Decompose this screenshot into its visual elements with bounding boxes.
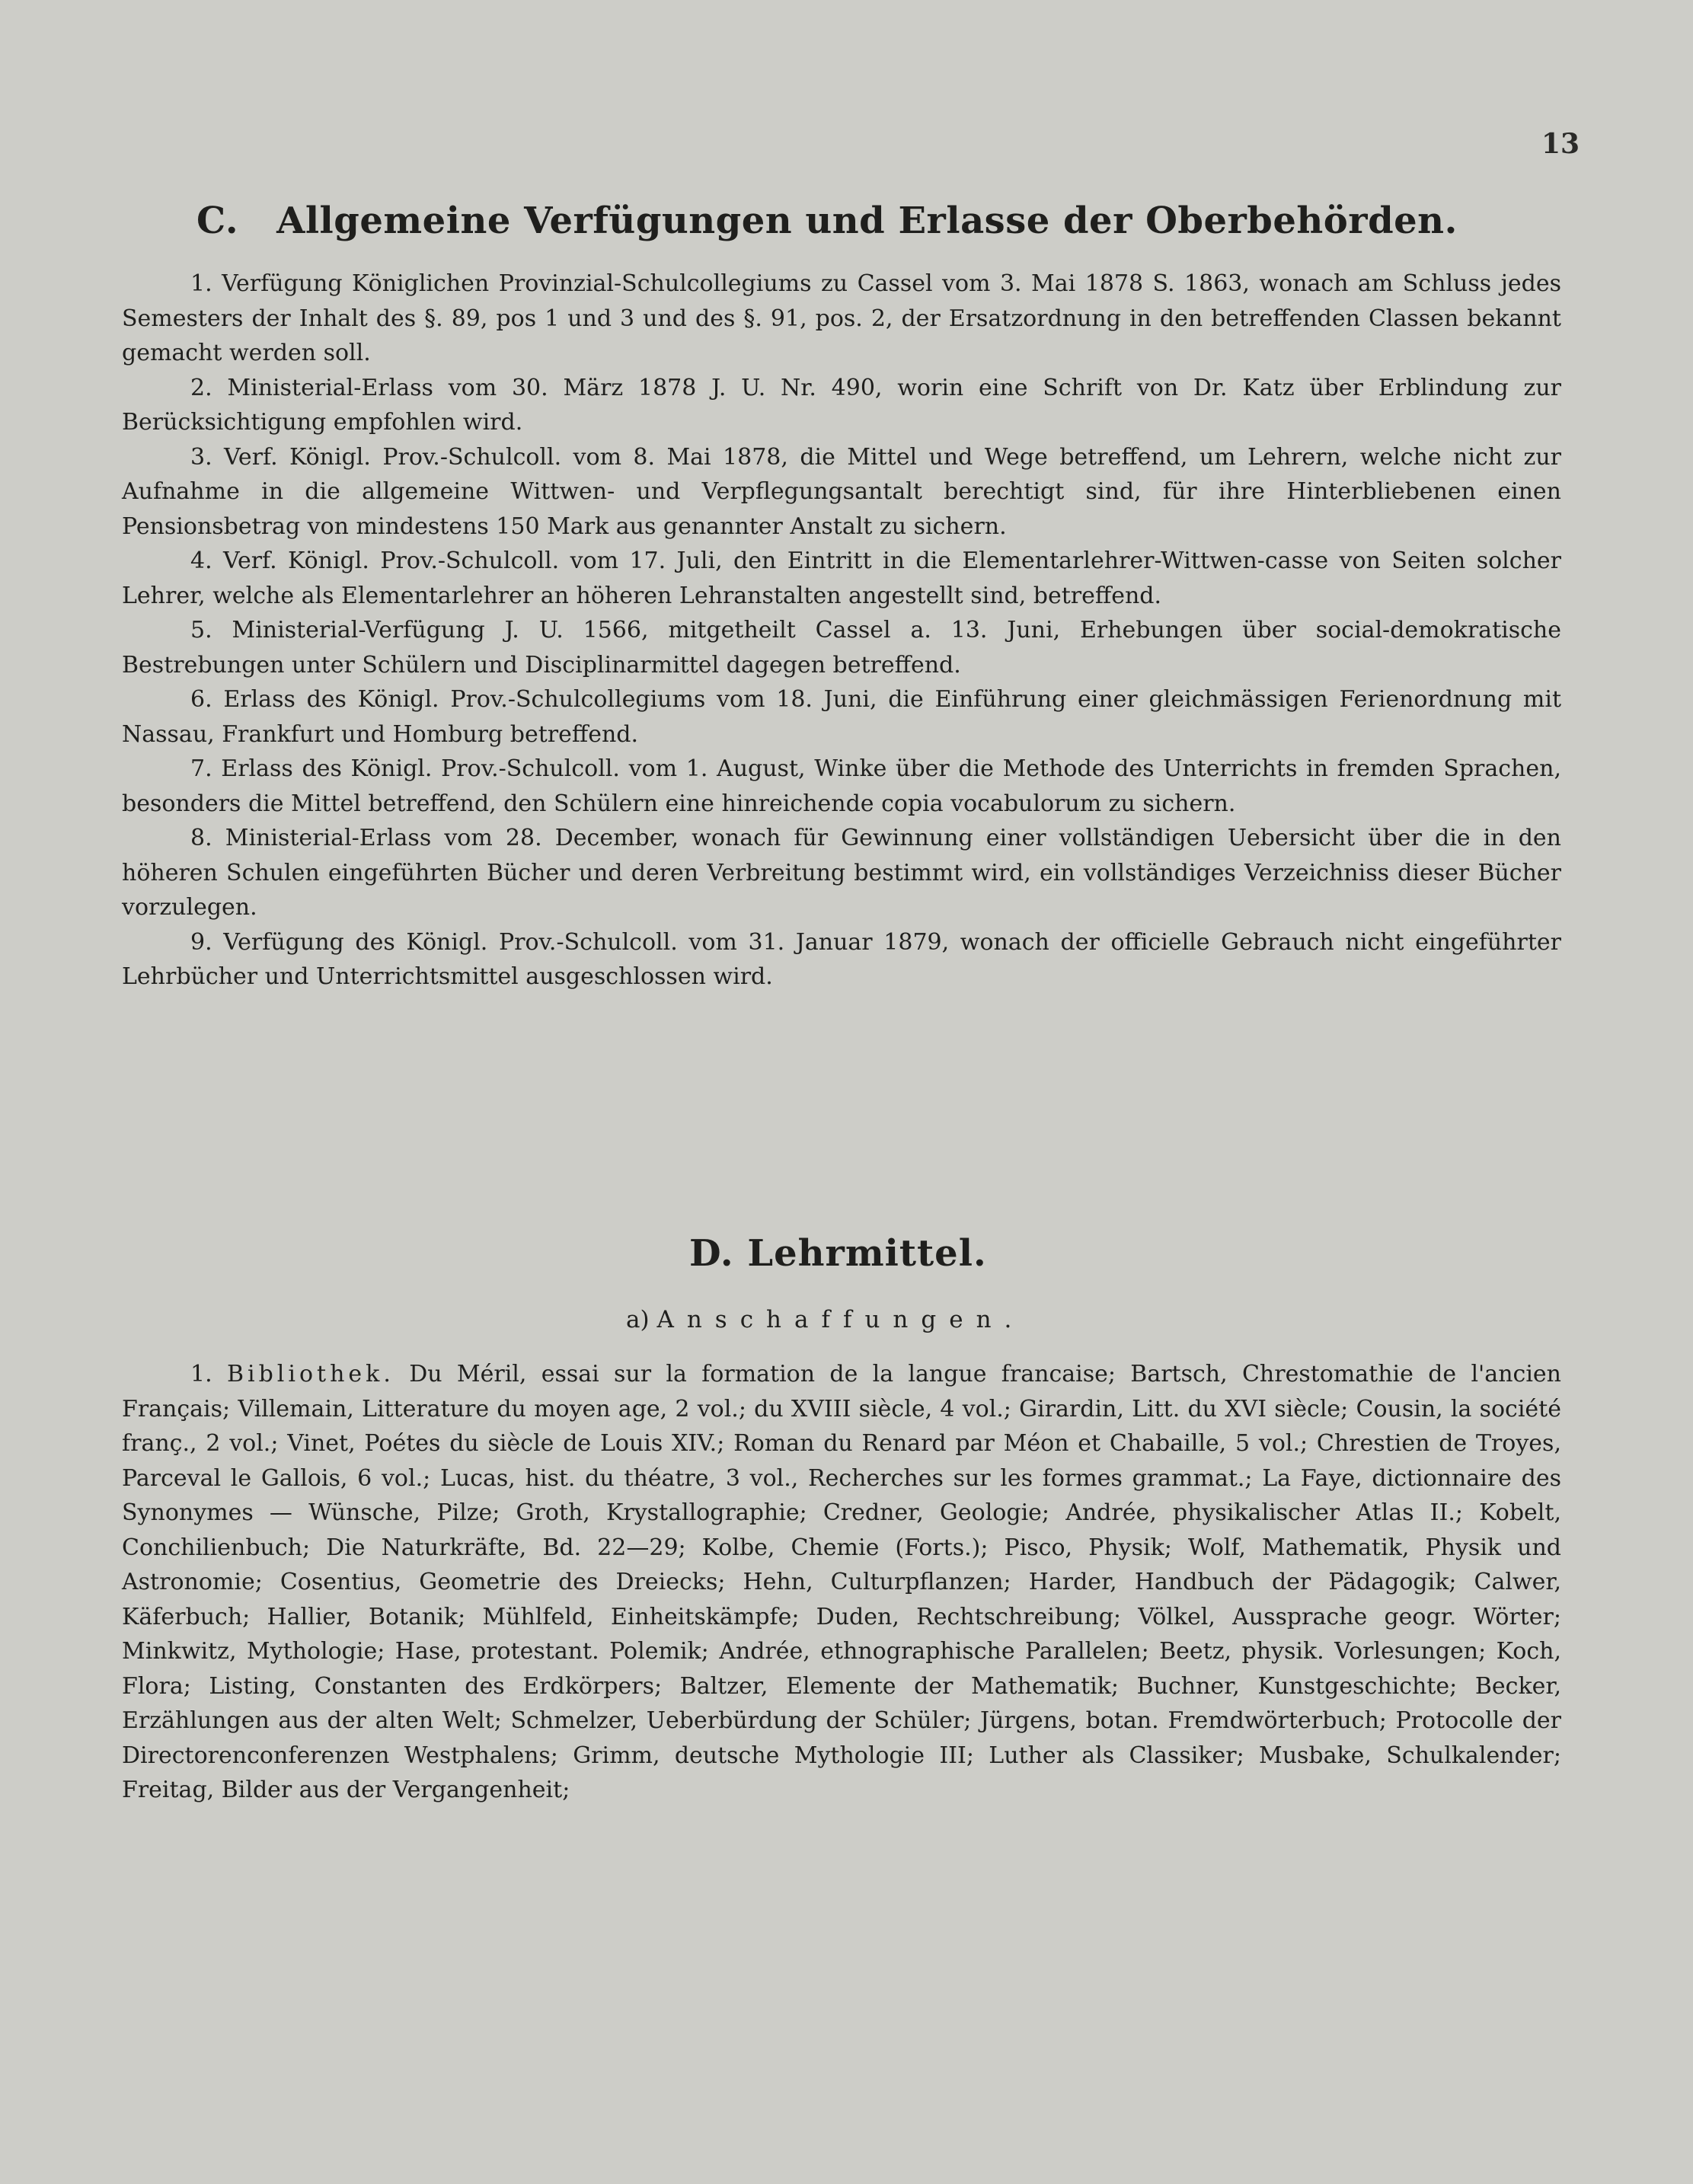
section-c-body	[122, 267, 1561, 995]
decree-item-4: 4. Verf. Königl. Prov.-Schulcoll. vom 17. Juli, den Eintritt in die Elementarlehrer-Wittwen-casse von Seiten solcher Lehrer, welche als Elementarlehrer an höheren Lehranstalten angestellt sind, betreffend.	[122, 548, 1561, 609]
decree-item-9: 9. Verfügung des Königl. Prov.-Schulcoll. vom 31. Januar 1879, wonach der officielle Gebrauch nicht eingeführter Lehrbücher und Unterrichtsmittel ausgeschlossen wird.	[122, 928, 1561, 990]
section-c-title: Allgemeine Verfügungen und Erlasse der Oberbehörden.	[276, 200, 1458, 242]
decree-item-1: 1. Verfügung Königlichen Provinzial-Schulcollegiums zu Cassel vom 3. Mai 1878 S. 1863, wonach am Schluss jedes Semesters der Inhalt des §. 89, pos 1 und 3 und des §. 91, pos. 2, der Ersatzordnung in den betreffenden Classen bekannt gemacht werden soll.	[122, 270, 1561, 366]
section-d-body	[122, 1357, 1561, 1808]
page-number: 13	[1541, 128, 1580, 160]
library-text: Du Méril, essai sur la formation de la langue francaise; Bartsch, Chrestomathie de l'ancien Français; Villemain, Litterature du moyen age, 2 vol.; du XVIII siècle, 4 vol.; Girardin, Litt. du XVI siècle; Cousin, la société franç., 2 vol.; Vinet, Poétes du siècle de Louis XIV.; Roman du Renard par Méon et Chabaille, 5 vol.; Chrestien de Troyes, Parceval le Gallois, 6 vol.; Lucas, hist. du théatre, 3 vol., Recherches sur les formes grammat.; La Faye, dictionnaire des Synonymes — Wünsche, Pilze; Groth, Krystallographie; Credner, Geologie; Andrée, physikalischer Atlas II.; Kobelt, Conchilienbuch; Die Naturkräfte, Bd. 22—29; Kolbe, Chemie (Forts.); Pisco, Physik; Wolf, Mathematik, Physik und Astronomie; Cosentius, Geometrie des Dreiecks; Hehn, Culturpflanzen; Harder, Handbuch der Pädagogik; Calwer, Käferbuch; Hallier, Botanik; Mühlfeld, Einheitskämpfe; Duden, Rechtschreibung; Völkel, Aussprache geogr. Wörter; Minkwitz, Mythologie; Hase, protestant. Polemik; Andrée, ethnographische Parallelen; Beetz, physik. Vorlesungen; Koch, Flora; Listing, Constanten des Erdkörpers; Baltzer, Elemente der Mathematik; Buchner, Kunstgeschichte; Becker, Erzählungen aus der alten Welt; Schmelzer, Ueberbürdung der Schüler; Jürgens, botan. Fremdwörterbuch; Protocolle der Directorenconferenzen Westphalens; Grimm, deutsche Mythologie III; Luther als Classiker; Musbake, Schulkalender; Freitag, Bilder aus der Vergangenheit;	[122, 1361, 1561, 1803]
decree-item-5: 5. Ministerial-Verfügung J. U. 1566, mitgetheilt Cassel a. 13. Juni, Erhebungen über social-demokratische Bestrebungen unter Schülern und Disciplinarmittel dagegen betreffend.	[122, 617, 1561, 679]
library-paragraph	[122, 1357, 1561, 1808]
section-c-letter: C.	[196, 200, 239, 242]
section-d-heading: D. Lehrmittel.	[689, 1232, 987, 1275]
library-item-number: 1.	[190, 1361, 212, 1387]
decree-item-6: 6. Erlass des Königl. Prov.-Schulcollegiums vom 18. Juni, die Einführung einer gleichmässigen Ferienordnung mit Nassau, Frankfurt und Homburg betreffend.	[122, 686, 1561, 748]
library-label: Bibliothek.	[226, 1361, 395, 1387]
subheading-prefix: a)	[626, 1306, 650, 1333]
section-c-heading	[196, 200, 1506, 242]
decree-item-2: 2. Ministerial-Erlass vom 30. März 1878 J. U. Nr. 490, worin eine Schrift von Dr. Katz über Erblindung zur Berücksichtigung empfohlen wird.	[122, 374, 1561, 436]
section-d-subheading	[626, 1306, 1024, 1333]
decree-item-7: 7. Erlass des Königl. Prov.-Schulcoll. vom 1. August, Winke über die Methode des Unterrichts in fremden Sprachen, besonders die Mittel betreffend, den Schülern eine hinreichende copia vocabulorum zu sichern.	[122, 755, 1561, 817]
decree-item-8: 8. Ministerial-Erlass vom 28. December, wonach für Gewinnung einer vollständigen Uebersicht über die in den höheren Schulen eingeführten Bücher und deren Verbreitung bestimmt wird, ein vollständiges Verzeichniss dieser Bücher vorzulegen.	[122, 825, 1561, 921]
subheading-title: Anschaffungen.	[656, 1306, 1025, 1333]
decree-item-3: 3. Verf. Königl. Prov.-Schulcoll. vom 8. Mai 1878, die Mittel und Wege betreffend, um Lehrern, welche nicht zur Aufnahme in die allgemeine Wittwen- und Verpflegungsantalt berechtigt sind, für ihre Hinterbliebenen einen Pensionsbetrag von mindestens 150 Mark aus genannter Anstalt zu sichern.	[122, 443, 1561, 540]
